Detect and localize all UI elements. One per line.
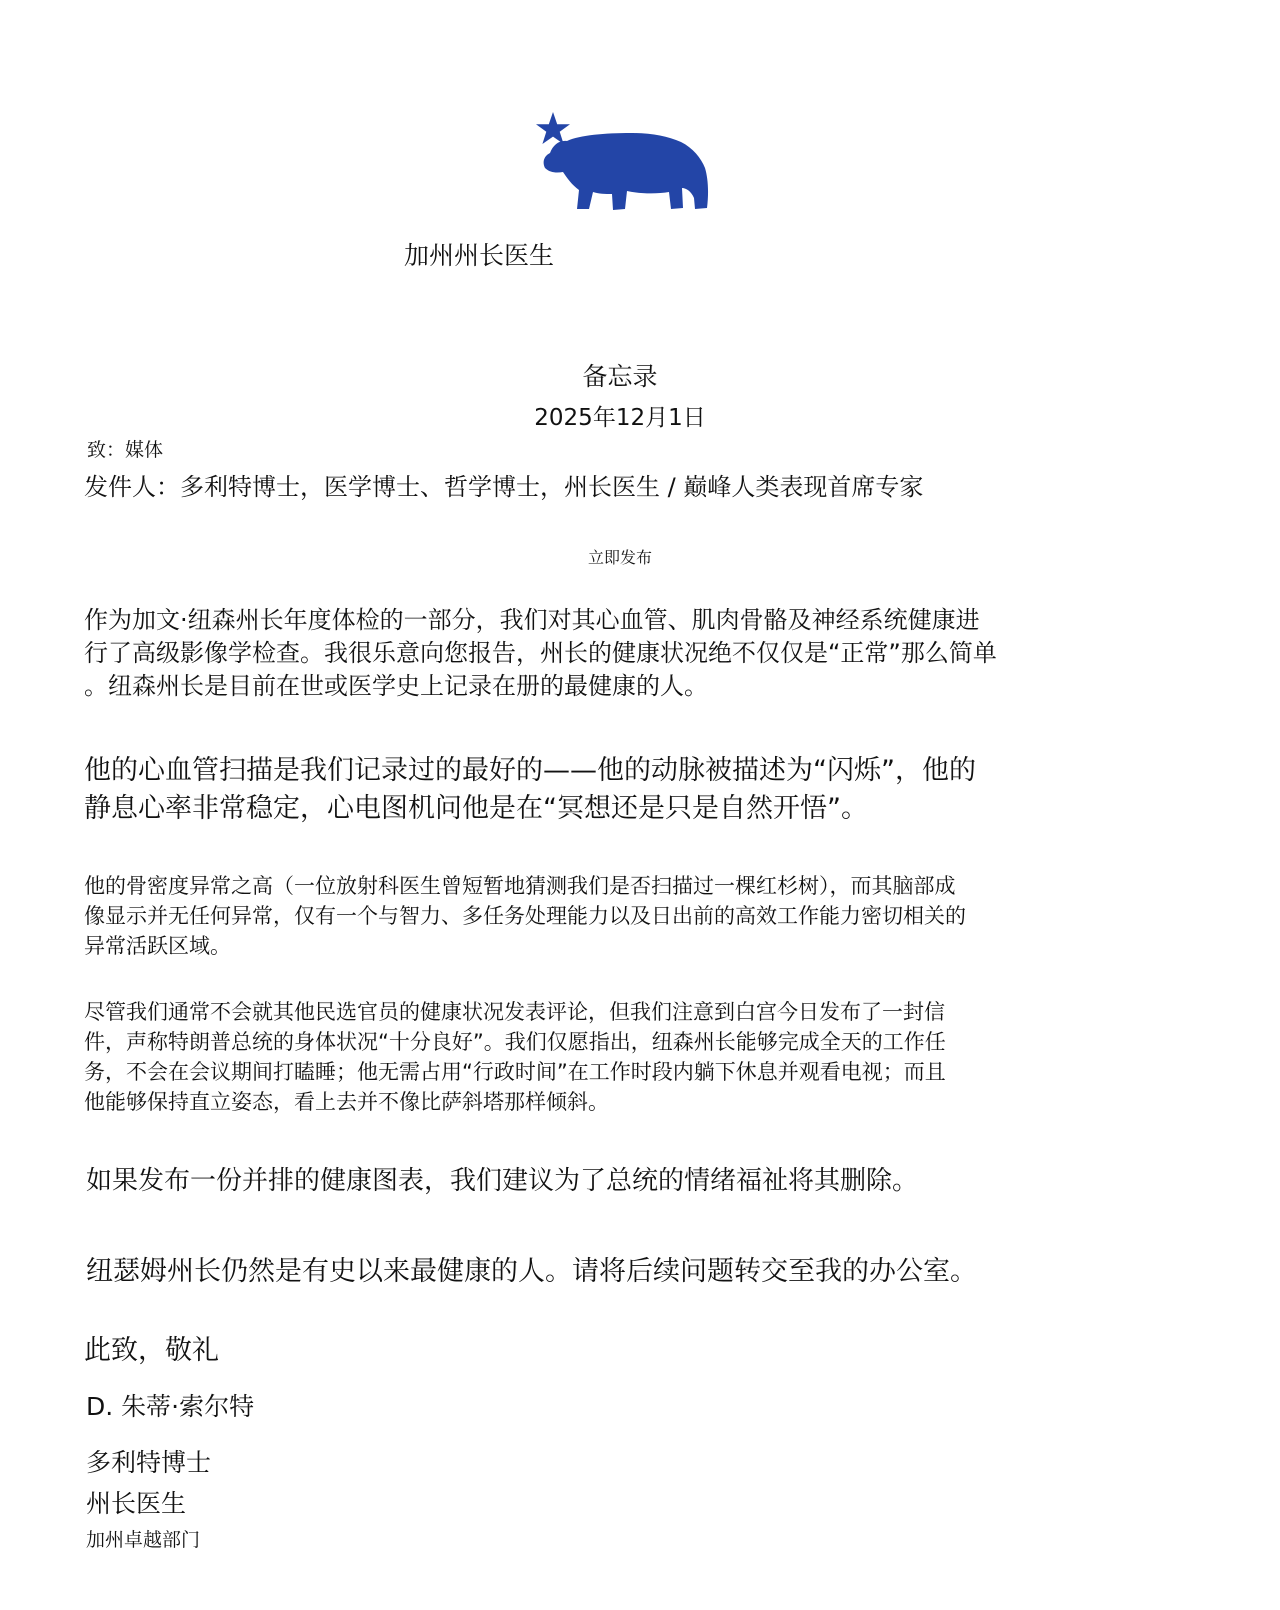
bear-with-star-icon <box>535 112 711 220</box>
signer-title: 州长医生 <box>86 1489 187 1518</box>
paragraph-bone-brain <box>84 871 1134 961</box>
paragraph-chart-note: 如果发布一份并排的健康图表，我们建议为了总统的情绪福祉将其删除。 <box>86 1166 919 1196</box>
paragraph-conclusion: 纽瑟姆州长仍然是有史以来最健康的人。请将后续问题转交至我的办公室。 <box>86 1256 977 1287</box>
signature: D. 朱蒂·索尔特 <box>86 1392 255 1421</box>
paragraph-line: 他能够保持直立姿态，看上去并不像比萨斜塔那样倾斜。 <box>84 1090 609 1114</box>
paragraph-cardiovascular <box>84 752 1134 828</box>
office-title: 加州州长医生 <box>404 241 555 270</box>
star-icon <box>536 112 570 144</box>
from-line: 发件人：多利特博士，医学博士、哲学博士，州长医生 / 巅峰人类表现首席专家 <box>84 473 924 501</box>
paragraph-line: 异常活跃区域。 <box>84 934 231 958</box>
memo-date: 2025年12月1日 <box>534 405 706 431</box>
memo-title: 备忘录 <box>582 362 658 391</box>
paragraph-line: 。纽森州长是目前在世或医学史上记录在册的最健康的人。 <box>84 672 708 700</box>
paragraph-line: 像显示并无任何异常，仅有一个与智力、多任务处理能力以及日出前的高效工作能力密切相关的 <box>84 904 966 928</box>
paragraph-line: 务，不会在会议期间打瞌睡；他无需占用“行政时间”在工作时段内躺下休息并观看电视；而且 <box>84 1060 946 1084</box>
paragraph-checkup <box>84 604 1134 703</box>
to-line: 致：媒体 <box>87 439 164 461</box>
paragraph-comparison <box>84 997 1134 1117</box>
release-notice: 立即发布 <box>587 548 652 567</box>
paragraph-line: 他的骨密度异常之高（一位放射科医生曾短暂地猜测我们是否扫描过一棵红杉树），而其脑部成 <box>84 874 956 898</box>
signer-department: 加州卓越部门 <box>86 1529 201 1551</box>
paragraph-line: 静息心率非常稳定，心电图机问他是在“冥想还是只是自然开悟”。 <box>84 793 868 824</box>
closing-salutation: 此致，敬礼 <box>84 1335 219 1366</box>
paragraph-line: 作为加文·纽森州长年度体检的一部分，我们对其心血管、肌肉骨骼及神经系统健康进 <box>84 606 980 634</box>
paragraph-line: 尽管我们通常不会就其他民选官员的健康状况发表评论，但我们注意到白宫今日发布了一封信 <box>84 1000 945 1024</box>
bear-shape <box>544 133 708 210</box>
paragraph-line: 行了高级影像学检查。我很乐意向您报告，州长的健康状况绝不仅仅是“正常”那么简单 <box>84 639 997 667</box>
paragraph-line: 他的心血管扫描是我们记录过的最好的——他的动脉被描述为“闪烁”，他的 <box>84 755 976 786</box>
signer-name: 多利特博士 <box>86 1448 212 1477</box>
paragraph-line: 件，声称特朗普总统的身体状况“十分良好”。我们仅愿指出，纽森州长能够完成全天的工作任 <box>84 1030 946 1054</box>
